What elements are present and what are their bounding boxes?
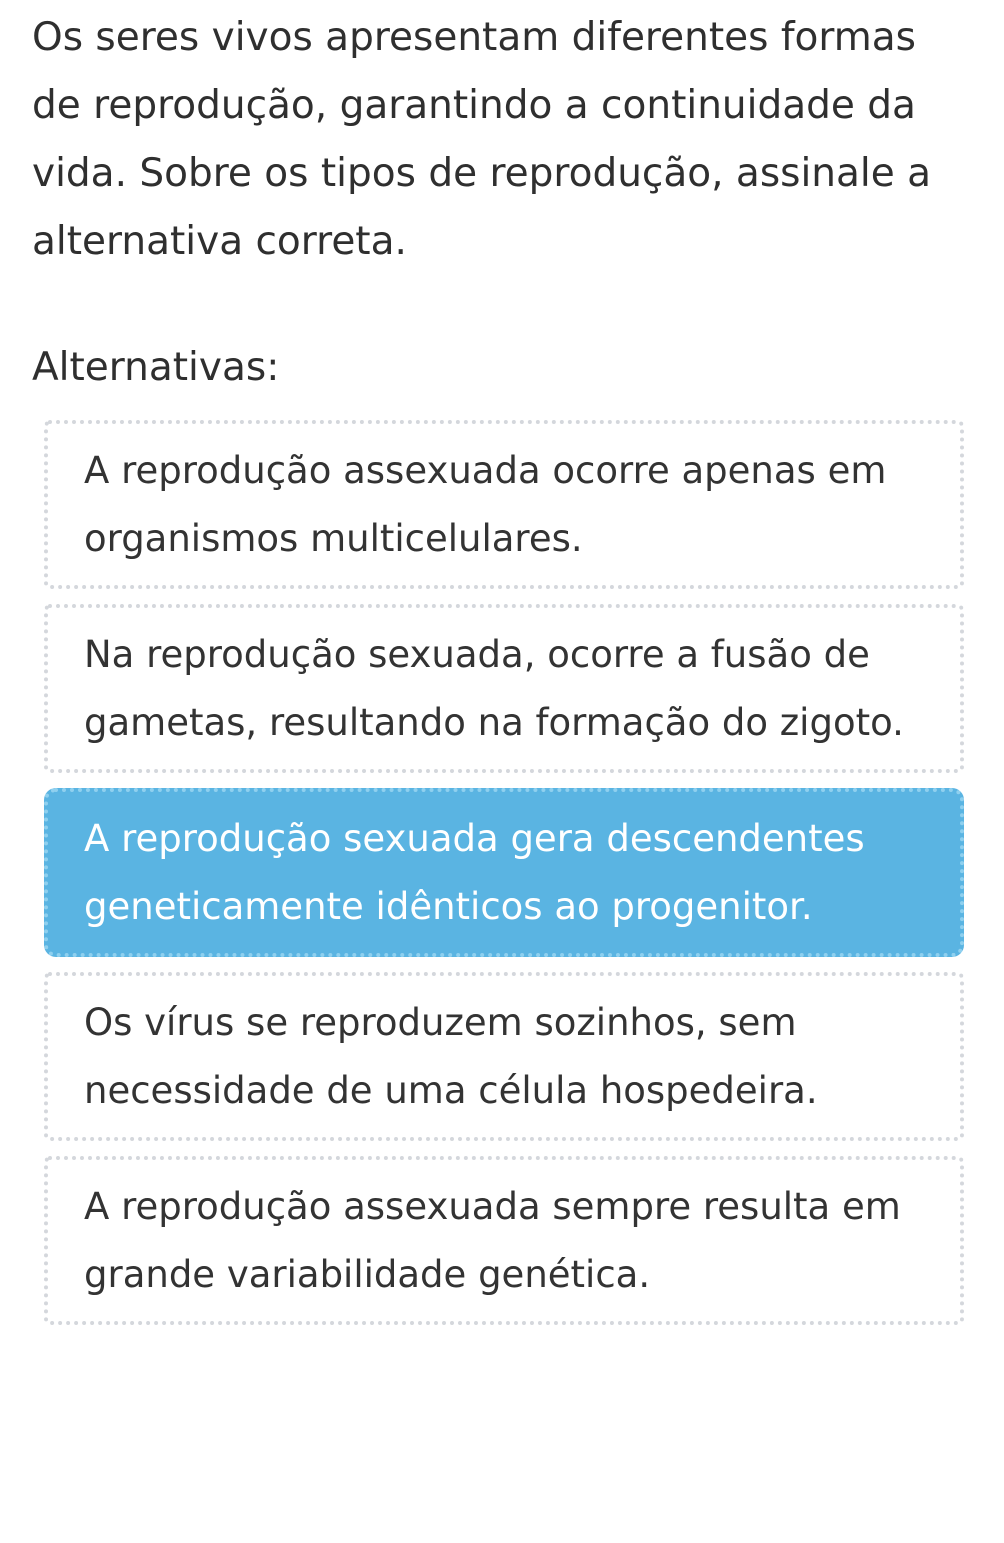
- option-1[interactable]: A reprodução assexuada ocorre apenas em organismos multicelulares.: [44, 420, 964, 589]
- option-4[interactable]: Os vírus se reproduzem sozinhos, sem necessidade de uma célula hospedeira.: [44, 972, 964, 1141]
- question-text: Os seres vivos apresentam diferentes formas de reprodução, garantindo a continuidade da vida. Sobre os tipos de reprodução, assinale a alternativa correta.: [32, 15, 932, 264]
- option-5[interactable]: A reprodução assexuada sempre resulta em grande variabilidade genética.: [44, 1156, 964, 1325]
- alternatives-label: Alternativas:: [32, 345, 280, 390]
- option-3-selected[interactable]: A reprodução sexuada gera descendentes geneticamente idênticos ao progenitor.: [44, 788, 964, 957]
- option-2[interactable]: Na reprodução sexuada, ocorre a fusão de gametas, resultando na formação do zigoto.: [44, 604, 964, 773]
- options-list: [44, 420, 964, 1325]
